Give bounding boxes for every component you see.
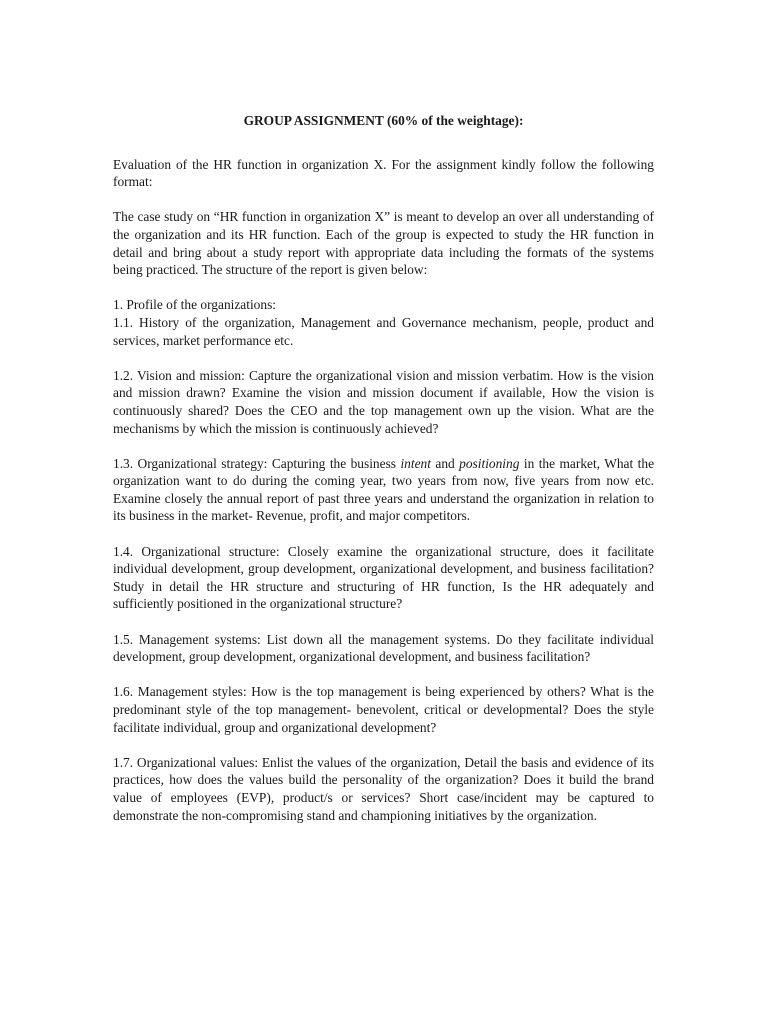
section-1-3-intent: intent — [400, 455, 431, 471]
section-1-6: 1.6. Management styles: How is the top management is being experienced by others? What is the predominant style of the top management- benevolent, critical or developmental? Does the style facilitate individual, group and organizational development? — [113, 684, 654, 735]
section-1-1: 1.1. History of the organization, Management and Governance mechanism, people, product and services, market performance etc. — [113, 314, 654, 348]
section-1-7: 1.7. Organizational values: Enlist the values of the organization, Detail the basis and evidence of its practices, how does the values build the personality of the organization? Does it build the brand value of employees (EVP), product/s or services? Short case/incident may be captured to demonstrate the non-compromising stand and championing initiatives by the organization. — [113, 754, 654, 823]
page-title: GROUP ASSIGNMENT (60% of the weightage): — [243, 113, 524, 128]
section-1-4: 1.4. Organizational structure: Closely examine the organizational structure, does it facilitate individual development, group development, organizational development, and business facilitation? Study in detail the HR structure and structuring of HR function, Is the HR adequately and sufficiently positioned in the organizational structure? — [113, 543, 654, 612]
case-study-paragraph: The case study on “HR function in organization X” is meant to develop an over all understanding of the organization and its HR function. Each of the group is expected to study the HR function in detail and bring about a study report with appropriate data including the formats of the systems being practiced. The structure of the report is given below: — [113, 209, 654, 278]
document-body — [113, 112, 654, 824]
section-1-2: 1.2. Vision and mission: Capture the organizational vision and mission verbatim. How is the vision and mission drawn? Examine the vision and mission document if available, How the vision is continuously shared? Does the CEO and the top management own up the vision. What are the mechanisms by which the mission is continuously achieved? — [113, 367, 654, 436]
section-1-3-part1: 1.3. Organizational strategy: Capturing the business — [113, 455, 401, 471]
intro-paragraph: Evaluation of the HR function in organization X. For the assignment kindly follow the following format: — [113, 156, 654, 190]
section-1-5: 1.5. Management systems: List down all the management systems. Do they facilitate individual development, group development, organizational development, and business facilitation? — [113, 631, 654, 665]
section-1-3-part3: in the market, What the organization want to do during the coming year, two years from now, five years from now etc. Examine closely the annual report of past three years and understand the organization in relation to its business in the market- Revenue, profit, and major competitors. — [113, 455, 655, 524]
section-1-3-part2: and — [430, 455, 460, 471]
section-1-heading: 1. Profile of the organizations: — [113, 297, 277, 313]
section-1-3-positioning: positioning — [459, 455, 520, 471]
section-1-3 — [113, 455, 654, 525]
